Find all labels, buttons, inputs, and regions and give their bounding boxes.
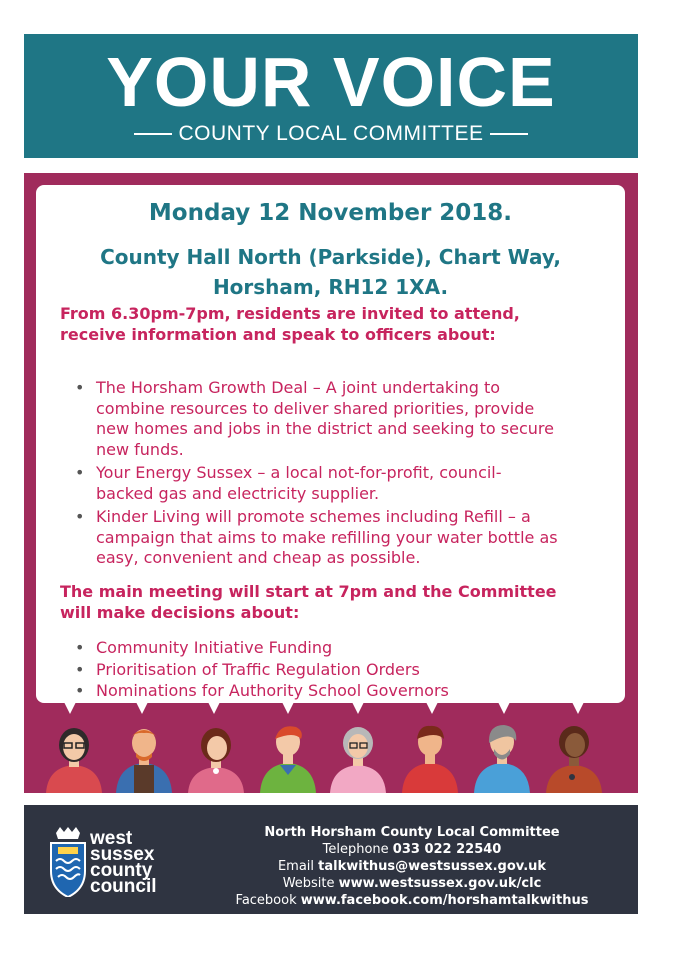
topic-item: • Kinder Living will promote schemes including Refill – a campaign that aims to make refilling your water bottle as easy, convenient and cheap as possible. [75, 507, 558, 567]
person-icon [116, 729, 172, 793]
person-icon [46, 728, 102, 793]
person-icon [260, 726, 316, 793]
committee-name: North Horsham County Local Committee [264, 825, 560, 840]
drop-in-intro [60, 303, 611, 345]
bubble-tail-icon [208, 702, 220, 714]
venue-line: County Hall North (Parkside), Chart Way, [100, 245, 561, 269]
person-icon [474, 725, 530, 793]
topic-item: • Your Energy Sussex – a local not-for-profit, council- backed gas and electricity supplier. [75, 463, 502, 503]
decision-item: • Prioritisation of Traffic Regulation Orders [75, 659, 420, 679]
person-icon [188, 728, 244, 793]
header-banner [24, 34, 638, 158]
decision-item: • Community Initiative Funding [75, 638, 333, 657]
person-icon [330, 727, 386, 793]
main-meeting-intro [60, 581, 611, 623]
footer [24, 805, 638, 914]
event-date: Monday 12 November 2018. [148, 200, 513, 226]
event-panel [24, 173, 638, 793]
contact-details: North Horsham County Local Committee Telephone 033 022 22540 Email talkwithus@westsussex.gov.uk Website www.westsussex.gov.uk/clc Facebook www.facebook.com/horshamtalkwithus [235, 825, 589, 908]
event-venue [36, 242, 625, 302]
crest-icon [50, 827, 86, 897]
person-icon [546, 726, 602, 793]
council-name: west sussex county council [90, 828, 157, 897]
bubble-tail-icon [282, 702, 294, 714]
bullet-icon: • [75, 638, 85, 657]
bullet-icon: • [75, 378, 85, 397]
subtitle-row [24, 122, 638, 146]
person-icon [402, 726, 458, 793]
topic-list [75, 378, 615, 572]
intro-line: receive information and speak to officers about: [60, 325, 496, 344]
bullet-icon: • [75, 463, 85, 482]
bubble-tail-icon [352, 702, 364, 714]
speech-bubble-tails [24, 702, 638, 716]
bubble-tail-icon [426, 702, 438, 714]
intro-line: From 6.30pm-7pm, residents are invited to attend, [60, 304, 520, 323]
facebook-link[interactable]: www.facebook.com/horshamtalkwithus [300, 893, 589, 908]
decision-item: • Nominations for Authority School Governors [75, 681, 449, 700]
decision-list [75, 638, 615, 703]
meeting-line: The main meeting will start at 7pm and the Committee [60, 582, 557, 601]
website-link[interactable]: www.westsussex.gov.uk/clc [338, 876, 542, 891]
page-title: YOUR VOICE [106, 43, 556, 121]
event-card [36, 185, 625, 703]
bullet-icon: • [75, 681, 85, 700]
subtitle-rule-right [490, 133, 528, 135]
bubble-tail-icon [64, 702, 76, 714]
meeting-line: will make decisions about: [60, 603, 300, 622]
bubble-tail-icon [572, 702, 584, 714]
bubble-tail-icon [498, 702, 510, 714]
venue-line: Horsham, RH12 1XA. [212, 275, 449, 299]
telephone-number[interactable]: 033 022 22540 [392, 842, 502, 857]
subtitle: COUNTY LOCAL COMMITTEE [178, 122, 484, 145]
bullet-icon: • [75, 507, 85, 526]
bullet-icon: • [75, 659, 85, 679]
bubble-tail-icon [136, 702, 148, 714]
email-link[interactable]: talkwithus@westsussex.gov.uk [318, 859, 547, 874]
council-logo [46, 827, 186, 899]
topic-item: • The Horsham Growth Deal – A joint undertaking to combine resources to deliver shared priorities, provide new homes and jobs in the district and seeking to secure new funds. [75, 378, 554, 459]
subtitle-rule-left [134, 133, 172, 135]
residents-illustration [24, 721, 638, 793]
